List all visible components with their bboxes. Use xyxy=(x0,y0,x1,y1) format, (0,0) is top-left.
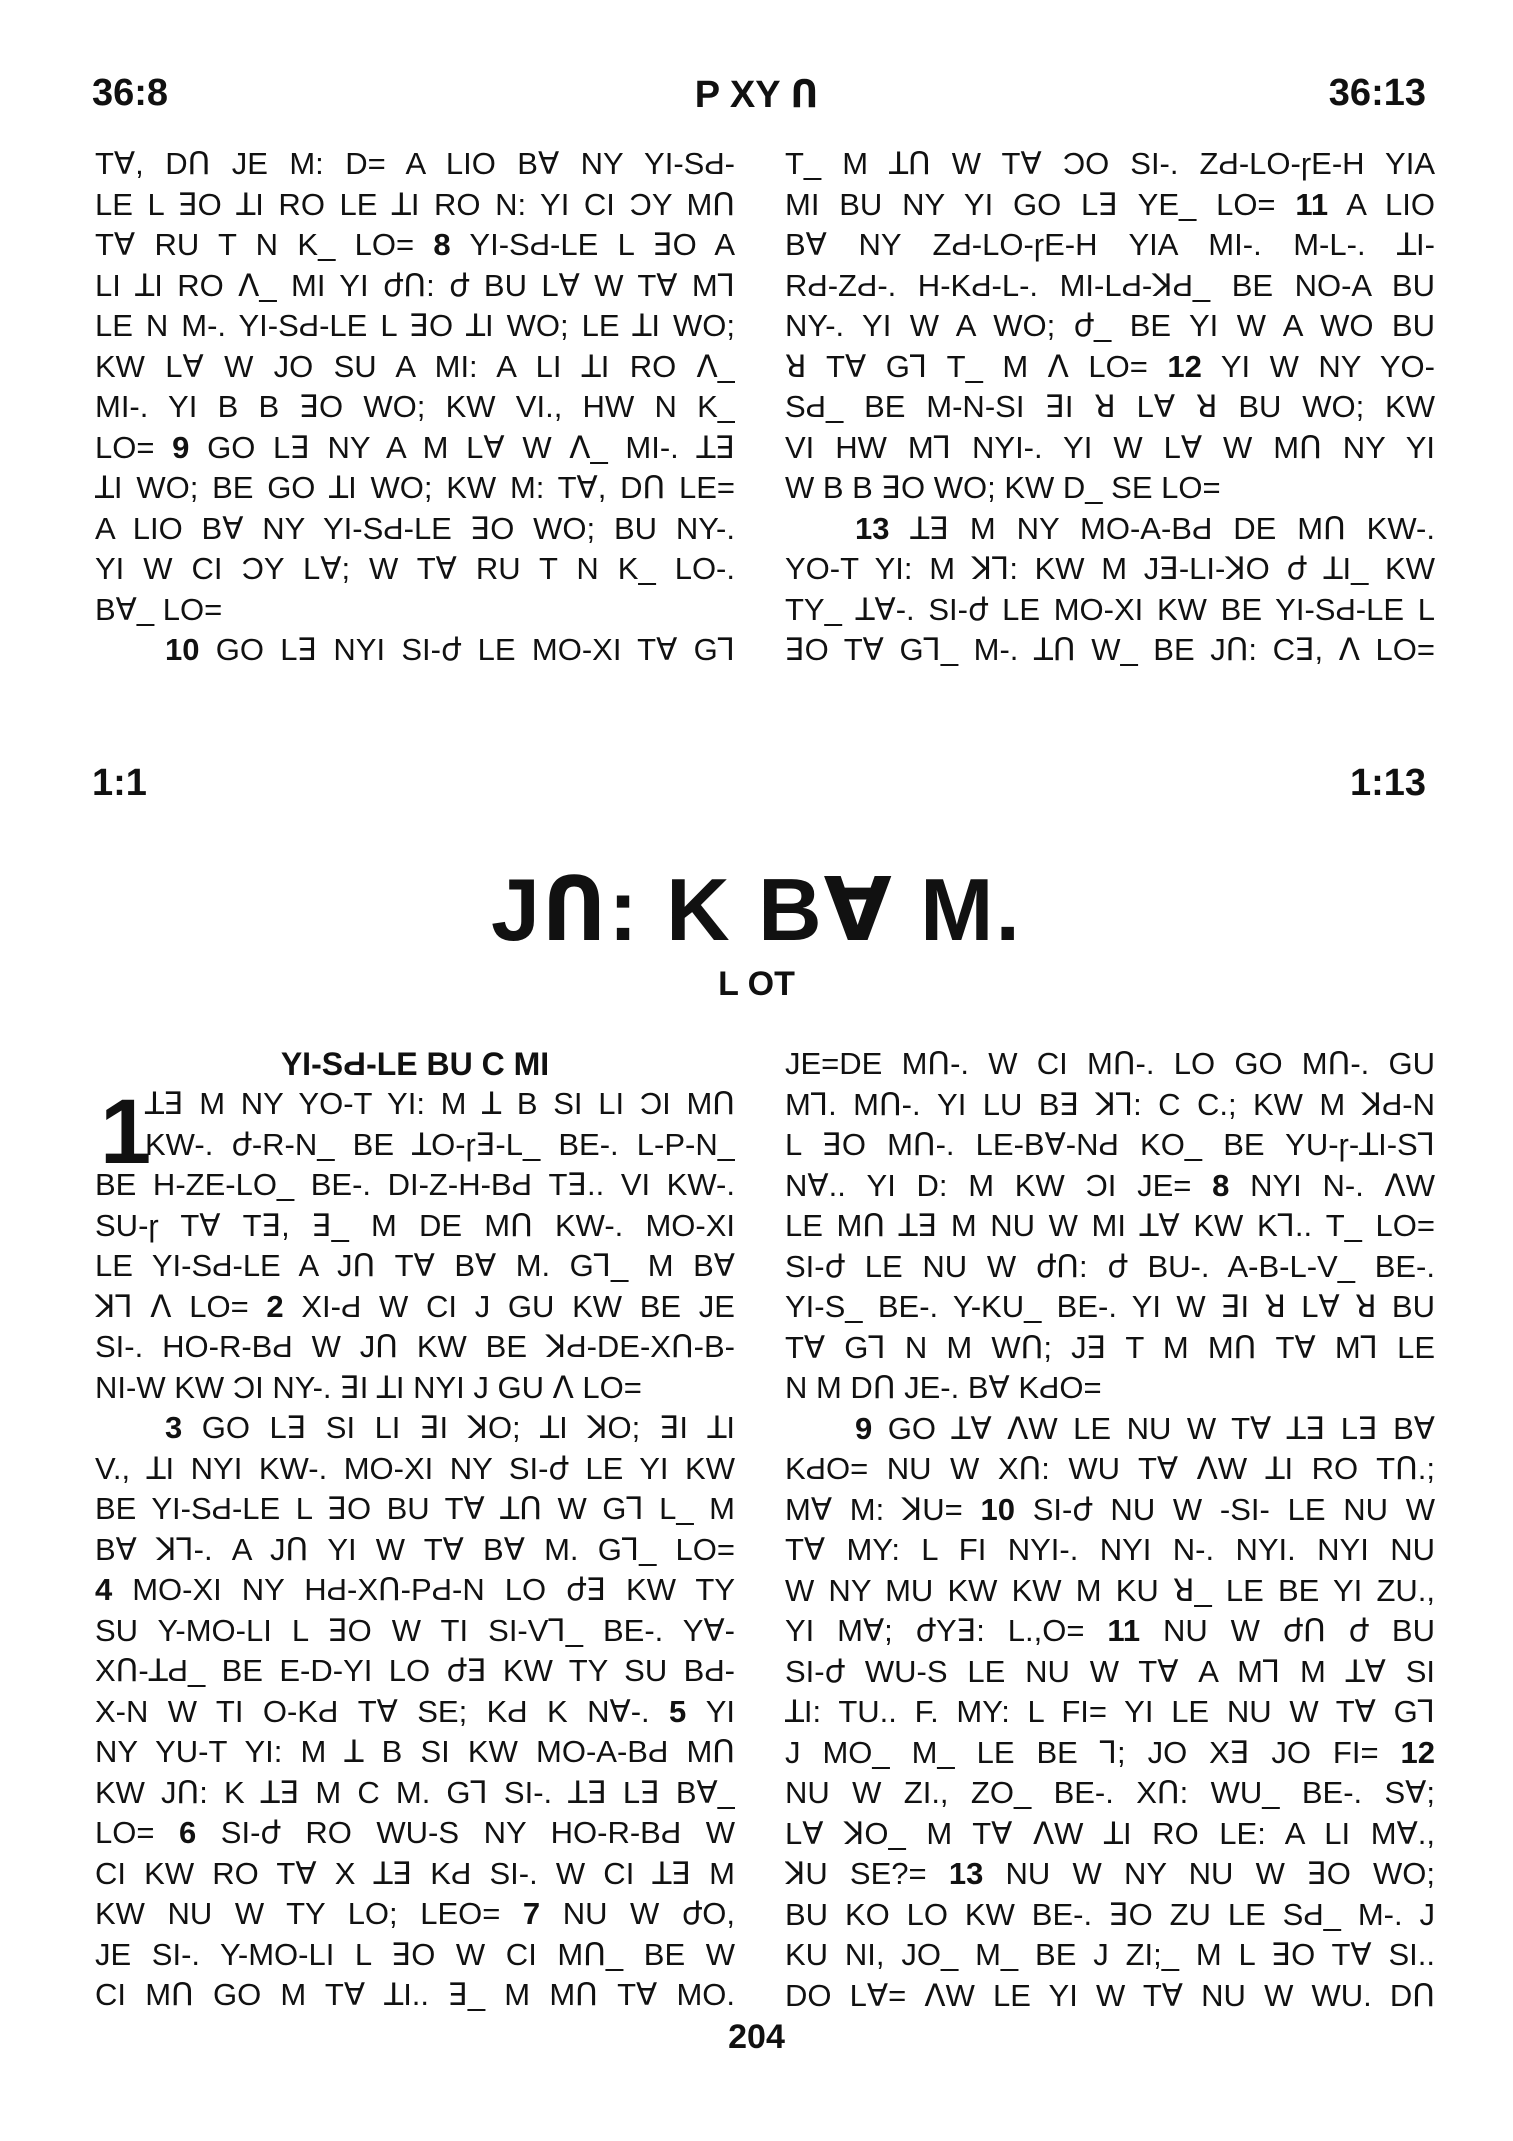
verse-number: 9 xyxy=(855,1410,873,1446)
verse-number: 12 xyxy=(1167,348,1202,384)
text-line: RԀ-ZԀ-. H-KԀ-L-. MI-LԀ-ꓘԀ_ BE NO-A BU xyxy=(785,267,1435,303)
text-line: Tꓯ Gꓶ N M WՈ; Jꓱ T M MՈ Tꓯ Mꓶ LE xyxy=(785,1329,1435,1365)
text-line: T_ M ꓕՈ W Tꓯ ƆO SI-. ZԀ-LO-ɼE-H YIA xyxy=(785,146,1435,181)
text-line: ꓕꓱ M NY YO-T YI: M ꓕ B SI LI ƆI MՈ xyxy=(145,1086,735,1121)
text-line: Tꓯ RU T N K_ LO= 8 YI-SԀ-LE L ꓱO A xyxy=(95,227,735,262)
text-line: BU KO LO KW BE-. ꓱO ZU LE SԀ_ M-. J xyxy=(785,1896,1435,1932)
text-line: L ꓱO MՈ-. LE-Bꓯ-NԀ KO_ BE YU-ɼ-ꓕI-Sꓶ xyxy=(785,1127,1435,1162)
text-line: KW-. ժ-R-N_ BE ꓕO-ɼꓱ-L_ BE-. L-P-N_ xyxy=(145,1126,735,1162)
text-line: LE MՈ ꓕꓱ M NU W MI ꓕꓯ KW Kꓶ.. T_ LO= xyxy=(785,1208,1435,1243)
text-line: YI W CI ƆY Lꓯ; W Tꓯ RU T N K_ LO-. xyxy=(95,551,735,586)
text-line: DO Lꓯ= ꓥW LE YI W Tꓯ NU W WU. DՈ xyxy=(785,1977,1435,2013)
text-line: A LIO Bꓯ NY YI-SԀ-LE ꓱO WO; BU NY-. xyxy=(95,510,735,546)
text-line: Nꓯ.. YI D: M KW ƆI JE= 8 NYI N-. ꓥW xyxy=(785,1167,1435,1203)
text-line: ꓕI: TU.. F. MY: L FI= YI LE NU W Tꓯ Gꓶ xyxy=(785,1694,1435,1729)
section-heading: YI-SԀ-LE BU C MI xyxy=(280,1046,550,1082)
text-line: TY_ ꓕꓯ-. SI-ժ LE MO-XI KW BE YI-SԀ-LE L xyxy=(785,591,1435,627)
verse-number: 12 xyxy=(1400,1734,1435,1770)
text-line: LO= 9 GO Lꓱ NY A M Lꓯ W ꓥ_ MI-. ꓕꓱ xyxy=(95,429,735,465)
text-line: KW JՈ: K ꓕꓱ M C M. Gꓶ SI-. ꓕꓱ Lꓱ Bꓯ_ xyxy=(95,1774,735,1810)
text-line: KW NU W TY LO; LEO= 7 NU W ժO, xyxy=(95,1896,735,1931)
text-line: SI-. HO-R-BԀ W JՈ KW BE ꓘԀ-DE-XՈ-B- xyxy=(95,1329,735,1364)
text-line: NY YU-T YI: M ꓕ B SI KW MO-A-BԀ MՈ xyxy=(95,1734,735,1769)
verse-number: 8 xyxy=(433,227,451,262)
header-verse-range-left: 36:8 xyxy=(92,72,169,114)
text-line: LI ꓕI RO ꓥ_ MI YI ժՈ: ժ BU Lꓯ W Tꓯ Mꓶ xyxy=(95,267,735,303)
bottom-column-right xyxy=(785,1044,1435,2016)
verse-number: 4 xyxy=(95,1572,113,1607)
header-verse-range-right: 36:13 xyxy=(1328,72,1426,114)
text-line: NU W ZI., ZO_ BE-. XՈ: WU_ BE-. Sꓯ; xyxy=(785,1775,1435,1810)
text-line: XՈ-ꓕԀ_ BE E-D-YI LO ժꓱ KW TY SU BԀ- xyxy=(95,1653,735,1688)
verse-number: 6 xyxy=(179,1815,197,1850)
text-line: W B B ꓱO WO; KW D_ SE LO= xyxy=(785,470,1221,505)
page-number: 204 xyxy=(728,2018,785,2056)
text-line: N M DՈ JE-. Bꓯ KԀO= xyxy=(785,1370,1102,1405)
text-line: 3 GO Lꓱ SI LI ꓱI ꓘO; ꓕI ꓘO; ꓱI ꓕI xyxy=(165,1410,735,1445)
text-line: ꓱO Tꓯ Gꓶ_ M-. ꓕՈ W_ BE JՈ: Cꓱ, ꓥ LO= xyxy=(785,632,1435,667)
verse-number: 3 xyxy=(165,1410,183,1445)
text-line: MI BU NY YI GO Lꓱ YE_ LO= 11 A LIO xyxy=(785,186,1435,222)
text-line: ꓤ Tꓯ Gꓶ T_ M ꓥ LO= 12 YI W NY YO- xyxy=(785,348,1435,384)
text-line: JE=DE MՈ-. W CI MՈ-. LO GO MՈ-. GU xyxy=(785,1046,1435,1081)
verse-number: 11 xyxy=(1107,1613,1141,1648)
text-line: CI KW RO Tꓯ X ꓕꓱ KԀ SI-. W CI ꓕꓱ M xyxy=(95,1855,735,1891)
text-line: KU NI, JO_ M_ BE J ZI;_ M L ꓱO Tꓯ SI.. xyxy=(785,1937,1435,1972)
text-line: YO-T YI: M ꓘꓶ: KW M Jꓱ-LI-ꓘO ժ ꓕI_ KW xyxy=(785,551,1435,586)
text-line: Bꓯ ꓘꓶ-. A JՈ YI W Tꓯ Bꓯ M. Gꓶ_ LO= xyxy=(95,1531,735,1567)
text-line: Tꓯ MY: L FI NYI-. NYI N-. NYI. NYI NU xyxy=(785,1532,1435,1567)
verse-number: 2 xyxy=(266,1288,284,1324)
text-line: 13 ꓕꓱ M NY MO-A-BԀ DE MՈ KW-. xyxy=(855,510,1435,546)
text-line: Tꓯ, DՈ JE M: D= A LIO Bꓯ NY YI-SԀ- xyxy=(95,146,735,181)
chapter-range-left: 1:1 xyxy=(92,762,147,804)
verse-number: 13 xyxy=(948,1856,984,1891)
text-line: Bꓯ NY ZԀ-LO-ɼE-H YIA MI-. M-L-. ꓕI- xyxy=(785,227,1435,262)
text-line: KW Lꓯ W JO SU A MI: A LI ꓕI RO ꓥ_ xyxy=(95,348,735,384)
text-line: Bꓯ_ LO= xyxy=(95,591,223,627)
text-line: LO= 6 SI-ժ RO WU-S NY HO-R-BԀ W xyxy=(95,1815,735,1850)
top-column-right xyxy=(785,144,1435,671)
text-line: SI-ժ LE NU W ժՈ: ժ BU-. A-B-L-V_ BE-. xyxy=(785,1248,1435,1284)
text-line: BE YI-SԀ-LE L ꓱO BU Tꓯ ꓕՈ W Gꓶ L_ M xyxy=(95,1491,735,1526)
verse-number: 5 xyxy=(669,1693,687,1729)
verse-number: 10 xyxy=(980,1491,1015,1527)
text-line: 4 MO-XI NY HԀ-XՈ-PԀ-N LO ժꓱ KW TY xyxy=(95,1572,735,1607)
text-line: LE N M-. YI-SԀ-LE L ꓱO ꓕI WO; LE ꓕI WO; xyxy=(95,308,735,343)
text-line: VI HW Mꓶ NYI-. YI W Lꓯ W MՈ NY YI xyxy=(785,429,1435,465)
text-line: YI Mꓯ; ժYꓱ: L.,O= 11 NU W ժՈ ժ BU xyxy=(785,1613,1435,1648)
text-line: SI-ժ WU-S LE NU W Tꓯ A Mꓶ M ꓕꓯ SI xyxy=(785,1653,1435,1689)
text-line: LE YI-SԀ-LE A JՈ Tꓯ Bꓯ M. Gꓶ_ M Bꓯ xyxy=(95,1248,735,1283)
text-line: LE L ꓱO ꓕI RO LE ꓕI RO N: YI CI ƆY MՈ xyxy=(95,186,735,222)
text-line: MI-. YI B B ꓱO WO; KW VI., HW N K_ xyxy=(95,389,735,424)
header-book-title: P XY Ո xyxy=(694,74,819,116)
text-line: V., ꓕI NYI KW-. MO-XI NY SI-ժ LE YI KW xyxy=(95,1450,735,1486)
text-line: 10 GO Lꓱ NYI SI-ժ LE MO-XI Tꓯ Gꓶ xyxy=(165,632,735,667)
text-line: J MO_ M_ LE BE ꓶ; JO Xꓱ JO FI= 12 xyxy=(785,1734,1435,1770)
verse-number: 7 xyxy=(522,1896,541,1931)
verse-number: 8 xyxy=(1212,1167,1230,1203)
chapter-label: L OT xyxy=(718,965,795,1003)
text-line: SԀ_ BE M-N-SI ꓱI ꓤ Lꓯ ꓤ BU WO; KW xyxy=(785,389,1435,424)
top-column-left xyxy=(95,144,735,671)
text-line: ꓘꓶ ꓥ LO= 2 XI-Ԁ W CI J GU KW BE JE xyxy=(95,1288,735,1324)
text-line: ꓕI WO; BE GO ꓕI WO; KW M: Tꓯ, DՈ LE= xyxy=(95,470,735,505)
verse-number: 10 xyxy=(165,632,200,667)
text-line: ꓘU SE?= 13 NU W NY NU W ꓱO WO; xyxy=(785,1856,1435,1891)
book-title: JՈ: K Bꓯ M. xyxy=(491,860,1022,959)
verse-number: 9 xyxy=(172,429,190,465)
bottom-column-left xyxy=(95,1081,735,2016)
text-line: Mꓶ. MՈ-. YI LU Bꓱ ꓘꓶ: C C.; KW M ꓘԀ-N xyxy=(785,1086,1435,1122)
text-line: CI MՈ GO M Tꓯ ꓕI.. ꓱ_ M MՈ Tꓯ MO. xyxy=(95,1977,735,2012)
text-line: 9 GO ꓕꓯ ꓥW LE NU W Tꓯ ꓕꓱ Lꓱ Bꓯ xyxy=(855,1410,1435,1446)
chapter-dropcap: 1 xyxy=(100,1081,152,1183)
text-line: NY-. YI W A WO; ժ_ BE YI W A WO BU xyxy=(785,308,1435,343)
chapter-range-right: 1:13 xyxy=(1349,762,1426,804)
text-line: YI-S_ BE-. Y-KU_ BE-. YI W ꓱI ꓤ Lꓯ ꓤ BU xyxy=(785,1289,1435,1324)
text-line: SU Y-MO-LI L ꓱO W TI SI-Vꓶ_ BE-. Yꓯ- xyxy=(95,1612,735,1648)
text-line: Lꓯ ꓘO_ M Tꓯ ꓥW ꓕI RO LE: A LI Mꓯ., xyxy=(785,1815,1435,1851)
text-line: W NY MU KW KW M KU ꓤ_ LE BE YI ZU., xyxy=(785,1572,1435,1608)
verse-number: 13 xyxy=(855,510,890,546)
text-line: X-N W TI O-KԀ Tꓯ SE; KԀ K Nꓯ-. 5 YI xyxy=(95,1693,735,1729)
text-line: NI-W KW ƆI NY-. ꓱI ꓕI NYI J GU ꓥ LO= xyxy=(95,1369,642,1405)
text-line: KԀO= NU W XՈ: WU Tꓯ ꓥW ꓕI RO TՈ.; xyxy=(785,1451,1435,1486)
text-line: BE H-ZE-LO_ BE-. DI-Z-H-BԀ Tꓱ.. VI KW-. xyxy=(95,1167,735,1202)
text-line: SU-ɼ Tꓯ Tꓱ, ꓱ_ M DE MՈ KW-. MO-XI xyxy=(95,1207,735,1243)
text-line: Mꓯ M: ꓘU= 10 SI-ժ NU W -SI- LE NU W xyxy=(785,1491,1435,1527)
verse-number: 11 xyxy=(1295,186,1329,222)
text-line: JE SI-. Y-MO-LI L ꓱO W CI MՈ_ BE W xyxy=(95,1936,735,1972)
